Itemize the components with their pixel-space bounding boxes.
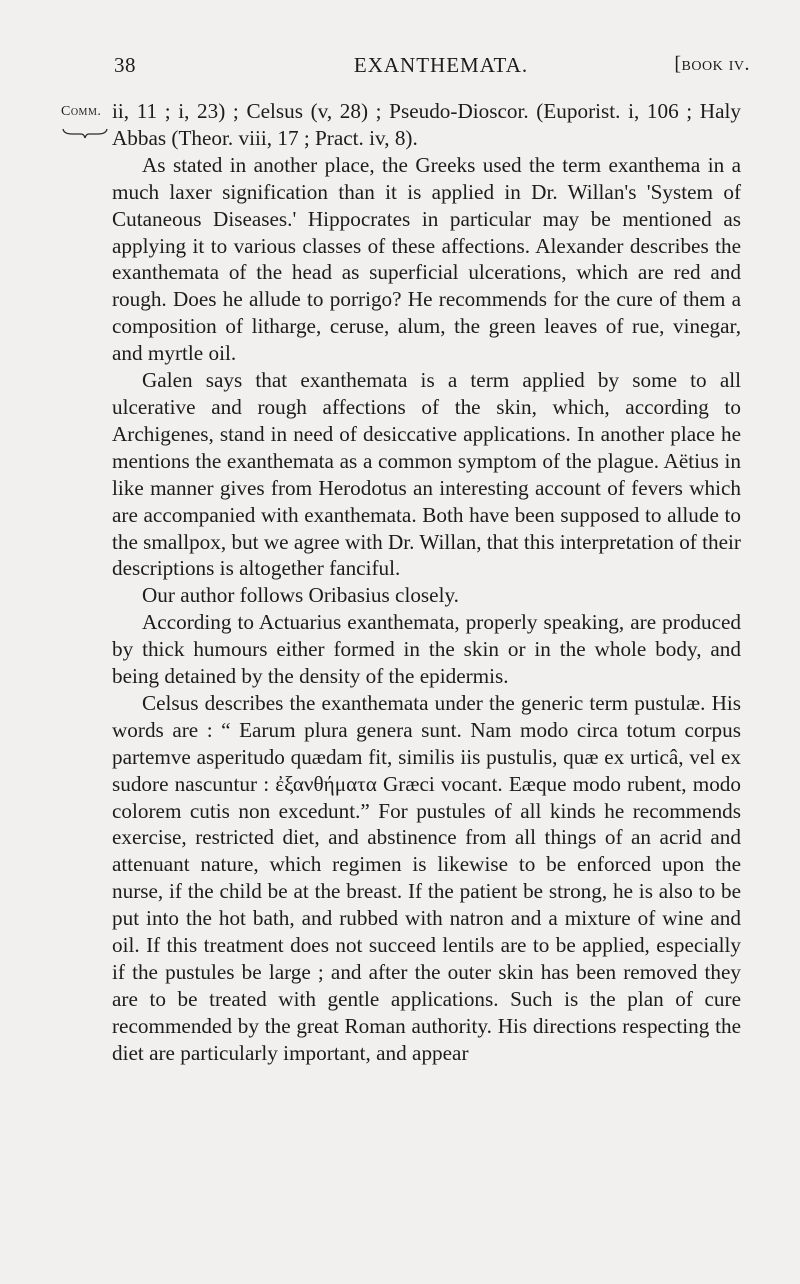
book-reference: [book iv. [674,53,750,75]
page-number: 38 [114,53,136,77]
running-head [112,53,750,83]
running-title: EXANTHEMATA. [353,53,529,77]
paragraph: According to Actuarius exanthemata, properly speaking, are produced by thick humours either formed in the skin or in the whole body, and being detained by the density of the epidermis. [112,610,741,689]
margin-note: Comm. [61,104,102,119]
paragraph: As stated in another place, the Greeks used the term exanthema in a much laxer signification than it is applied in Dr. Willan's 'System of Cutaneous Diseases.' Hippocrates in particular may be mentioned as applying it to various classes of these affections. Alexander describes the exanthemata of the head as superficial ulcerations, which are red and rough. Does he allude to porrigo? He recommends for the cure of them a composition of litharge, ceruse, alum, the green leaves of rue, vinegar, and myrtle oil. [112,152,741,366]
paragraph: Our author follows Oribasius closely. [142,583,459,608]
paragraph: Galen says that exanthemata is a term applied by some to all ulcerative and rough affections of the skin, which, according to Archigenes, stand in need of desiccative applications. In another place he mentions the exanthemata as a common symptom of the plague. Aëtius in like manner gives from Herodotus an interesting account of fevers which are accompanied with exanthemata. Both have been supposed to allude to the smallpox, but we agree with Dr. Willan, that this interpretation of their descriptions is altogether fanciful. [112,368,741,581]
text-body [112,98,741,1067]
paragraph-continued: ii, 11 ; i, 23) ; Celsus (v, 28) ; Pseudo-Dioscor. (Euporist. i, 106 ; Haly Abbas (Theor. viii, 17 ; Pract. iv, 8). [112,99,741,150]
margin-brace-icon [62,127,108,139]
paragraph: Celsus describes the exanthemata under the generic term pustulæ. His words are : “ Earum plura genera sunt. Nam modo circa totum corpus partemve asperitudo quædam fit, similis iis pustulis, quæ ex urticâ, vel ex sudore nascuntur : ἐξανθήματα Græci vocant. Eæque modo rubent, modo colorem cutis non excedunt.” For pustules of all kinds he recommends exercise, restricted diet, and abstinence from all things of an acrid and attenuant nature, which regimen is likewise to be enforced upon the nurse, if the child be at the breast. If the patient be strong, he is also to be put into the hot bath, and rubbed with natron and a mixture of wine and oil. If this treatment does not succeed lentils are to be applied, especially if the pustules be large ; and after the outer skin has been removed they are to be treated with gentle applications. Such is the plan of cure recommended by the great Roman authority. His directions respecting the diet are particularly important, and appear [112,690,741,1065]
